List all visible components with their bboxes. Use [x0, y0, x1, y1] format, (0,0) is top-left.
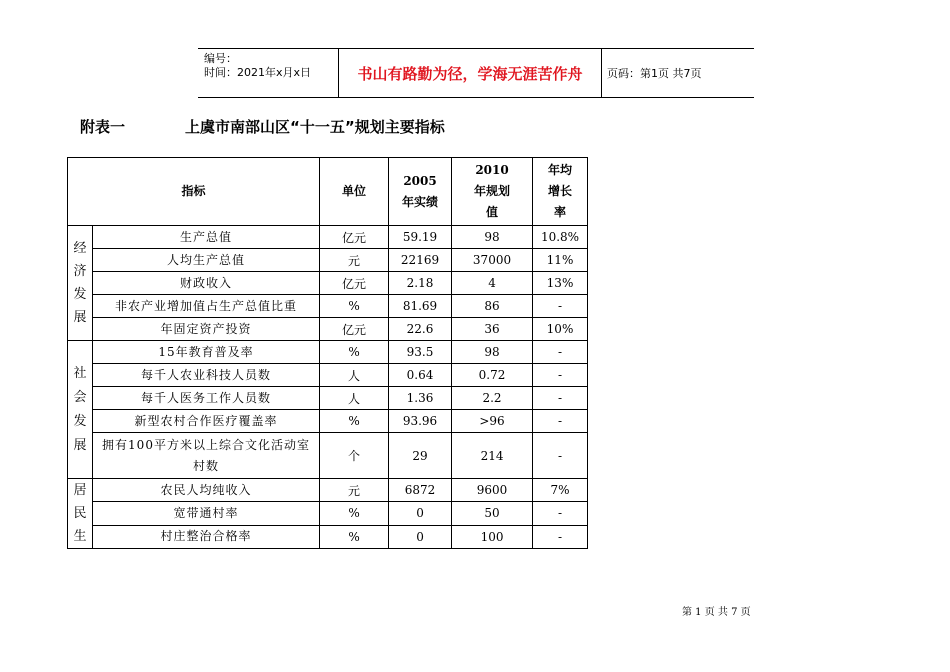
table-row [68, 364, 588, 387]
plan-2010-cell: >96 [452, 410, 533, 433]
actual-2005-cell: 22.6 [389, 318, 452, 341]
category-label: 经济发展 [73, 241, 87, 325]
plan-2010-cell: 2.2 [452, 387, 533, 410]
unit-cell: 人 [320, 387, 389, 410]
table-row [68, 295, 588, 318]
plan-2010-cell: 214 [452, 433, 533, 479]
growth-cell: - [533, 433, 588, 479]
unit-cell: 个 [320, 433, 389, 479]
doc-date-label: 时间：2021年x月x日 [204, 66, 312, 79]
growth-cell: 10.8% [533, 226, 588, 249]
actual-2005-cell: 22169 [389, 249, 452, 272]
table-row [68, 341, 588, 364]
table-row [68, 433, 588, 479]
plan-2010-cell: 0.72 [452, 364, 533, 387]
actual-2005-cell: 0.64 [389, 364, 452, 387]
table-header-row [68, 158, 588, 226]
table-label: 附表一 [80, 118, 126, 136]
indicator-name: 每千人医务工作人员数 [93, 387, 320, 410]
category-economy [68, 226, 93, 341]
growth-cell: 13% [533, 272, 588, 295]
header-meta-cell [198, 49, 338, 97]
actual-2005-cell: 81.69 [389, 295, 452, 318]
category-label: 居民生 [73, 483, 87, 544]
growth-cell: - [533, 502, 588, 525]
header-page-cell [601, 49, 754, 97]
unit-cell: % [320, 295, 389, 318]
table-row [68, 410, 588, 433]
actual-2005-cell: 29 [389, 433, 452, 479]
unit-cell: 人 [320, 364, 389, 387]
header-actual-2005-text: 2005年实绩 [402, 173, 439, 209]
header-slogan-cell [338, 49, 602, 97]
plan-2010-cell: 98 [452, 341, 533, 364]
table-row [68, 479, 588, 502]
table-row [68, 272, 588, 295]
plan-2010-cell: 4 [452, 272, 533, 295]
indicator-table [67, 157, 588, 549]
actual-2005-cell: 6872 [389, 479, 452, 502]
indicator-name: 生产总值 [93, 226, 320, 249]
header-actual-2005 [389, 158, 452, 226]
page-title: 上虞市南部山区“十一五”规划主要指标 [185, 118, 445, 136]
growth-cell: - [533, 364, 588, 387]
header-plan-2010-text: 2010年规划值 [474, 163, 511, 219]
table-row [68, 226, 588, 249]
category-label: 社会发展 [73, 365, 87, 453]
unit-cell: 亿元 [320, 226, 389, 249]
table-row [68, 525, 588, 548]
indicator-name: 财政收入 [93, 272, 320, 295]
header-plan-2010 [452, 158, 533, 226]
unit-cell: % [320, 502, 389, 525]
header-growth [533, 158, 588, 226]
indicator-name: 每千人农业科技人员数 [93, 364, 320, 387]
actual-2005-cell: 0 [389, 525, 452, 548]
page-header [198, 48, 754, 98]
growth-cell: - [533, 525, 588, 548]
actual-2005-cell: 0 [389, 502, 452, 525]
table-row [68, 249, 588, 272]
table-row [68, 387, 588, 410]
indicator-name [93, 433, 320, 479]
actual-2005-cell: 59.19 [389, 226, 452, 249]
indicator-name: 15年教育普及率 [93, 341, 320, 364]
header-slogan: 书山有路勤为径，学海无涯苦作舟 [357, 64, 583, 83]
indicator-name: 新型农村合作医疗覆盖率 [93, 410, 320, 433]
growth-cell: - [533, 410, 588, 433]
unit-cell: 亿元 [320, 272, 389, 295]
indicator-name-text: 拥有100平方米以上综合文化活动室村数 [102, 437, 310, 473]
unit-cell: % [320, 410, 389, 433]
indicator-name: 宽带通村率 [93, 502, 320, 525]
indicator-name: 人均生产总值 [93, 249, 320, 272]
growth-cell: 11% [533, 249, 588, 272]
growth-cell: 7% [533, 479, 588, 502]
table-row [68, 502, 588, 525]
indicator-name: 农民人均纯收入 [93, 479, 320, 502]
actual-2005-cell: 1.36 [389, 387, 452, 410]
actual-2005-cell: 93.5 [389, 341, 452, 364]
growth-cell: - [533, 341, 588, 364]
plan-2010-cell: 100 [452, 525, 533, 548]
header-indicator: 指标 [68, 158, 320, 226]
header-page-number: 页码：第1页 共7页 [607, 67, 702, 80]
growth-cell: - [533, 387, 588, 410]
unit-cell: 亿元 [320, 318, 389, 341]
unit-cell: 元 [320, 479, 389, 502]
category-livelihood [68, 479, 93, 549]
actual-2005-cell: 93.96 [389, 410, 452, 433]
growth-cell: - [533, 295, 588, 318]
plan-2010-cell: 36 [452, 318, 533, 341]
indicator-name: 村庄整治合格率 [93, 525, 320, 548]
unit-cell: 元 [320, 249, 389, 272]
table-row [68, 318, 588, 341]
indicator-name: 非农产业增加值占生产总值比重 [93, 295, 320, 318]
indicator-name: 年固定资产投资 [93, 318, 320, 341]
header-unit: 单位 [320, 158, 389, 226]
doc-number-label: 编号： [204, 52, 237, 65]
page-footer: 第 1 页 共 7 页 [682, 607, 751, 618]
plan-2010-cell: 86 [452, 295, 533, 318]
unit-cell: % [320, 341, 389, 364]
unit-cell: % [320, 525, 389, 548]
plan-2010-cell: 37000 [452, 249, 533, 272]
header-growth-text: 年均增长率 [548, 163, 573, 219]
plan-2010-cell: 50 [452, 502, 533, 525]
category-society [68, 341, 93, 479]
actual-2005-cell: 2.18 [389, 272, 452, 295]
plan-2010-cell: 98 [452, 226, 533, 249]
plan-2010-cell: 9600 [452, 479, 533, 502]
growth-cell: 10% [533, 318, 588, 341]
